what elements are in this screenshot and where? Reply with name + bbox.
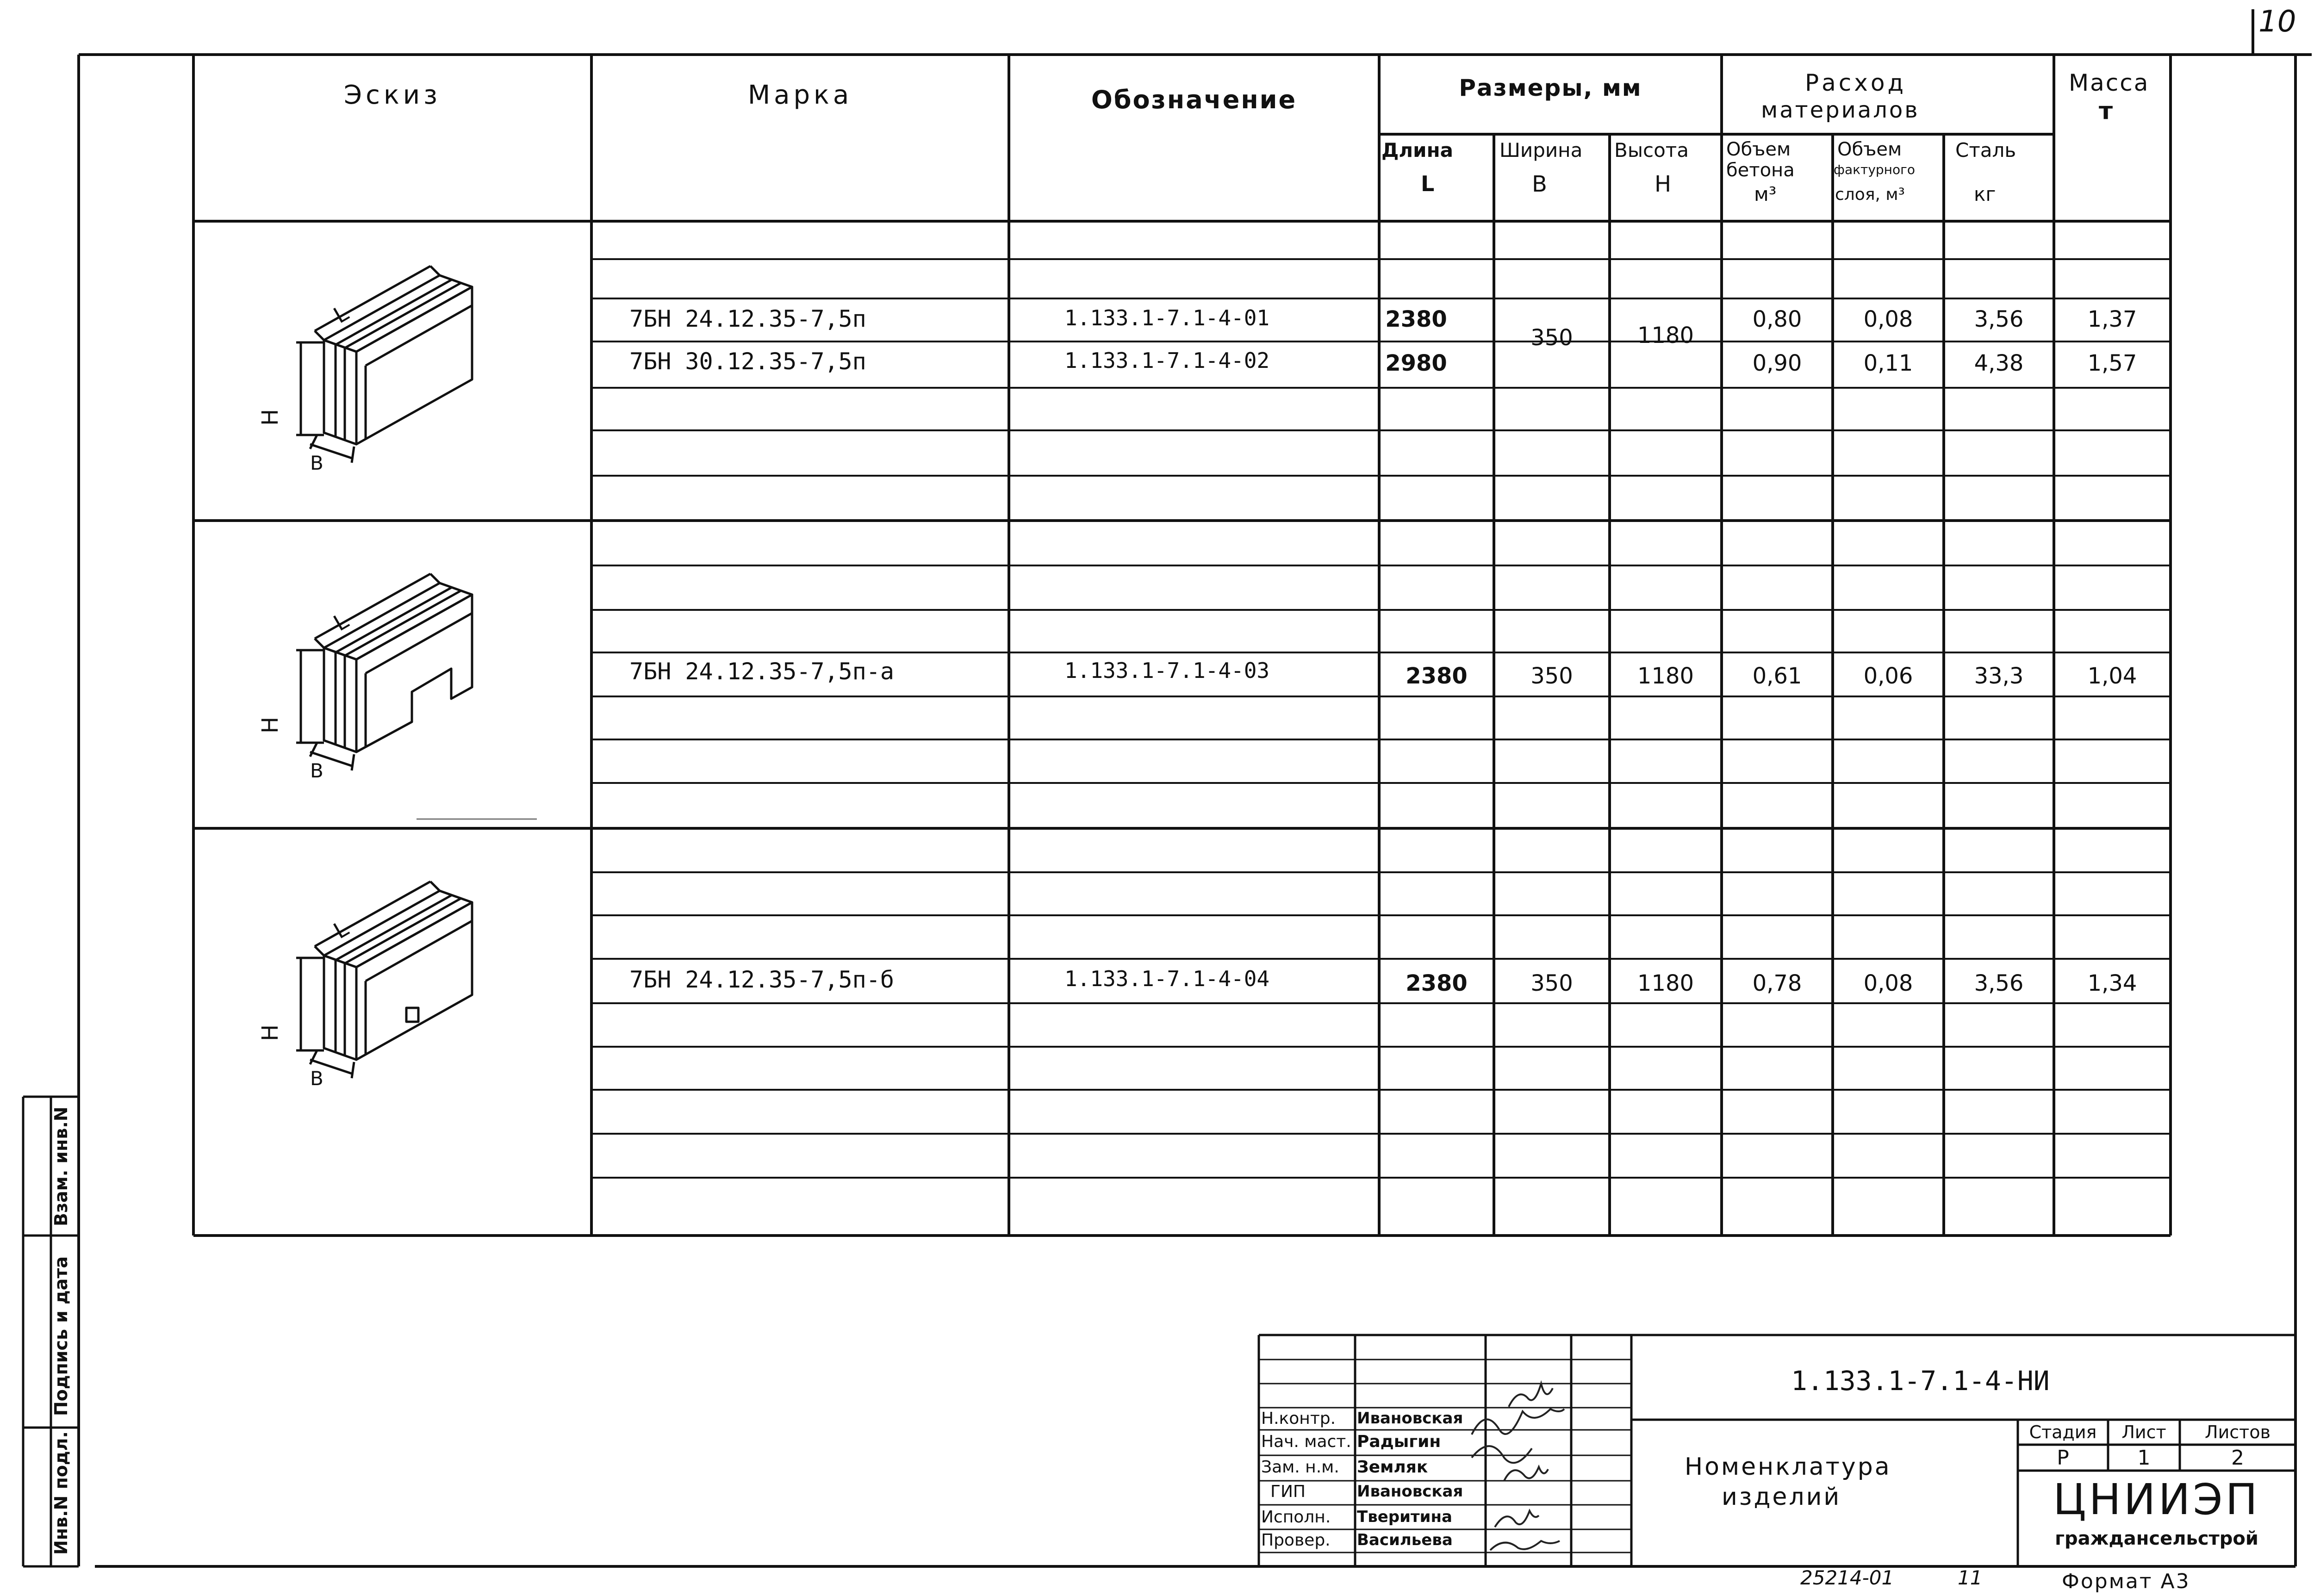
row-designation: 1.133.1-7.1-4-02 [1064, 348, 1270, 373]
sheets-label: Листов [2205, 1422, 2270, 1442]
row-length: 2380 [1406, 970, 1468, 996]
row-width: 350 [1530, 325, 1573, 351]
row-width: 350 [1530, 663, 1573, 689]
header-consumption-2: материалов [1761, 97, 1920, 123]
header-sketch: Эскиз [344, 80, 441, 110]
role-label: Зам. н.м. [1261, 1458, 1339, 1477]
row-concrete: 0,80 [1752, 306, 1802, 332]
sketch-3-label-l: L [329, 915, 353, 944]
stamp-sign-date: Подпись и дата [51, 1256, 71, 1416]
header-dimensions: Размеры, мм [1459, 75, 1642, 101]
row-mark: 7БН 30.12.35-7,5п [629, 348, 866, 375]
row-concrete: 0,78 [1752, 970, 1802, 996]
sketch-3-label-b: B [310, 1067, 323, 1087]
row-mass: 1,37 [2087, 306, 2137, 332]
row-concrete: 0,90 [1752, 350, 1802, 376]
sketch-1-label-b: B [310, 452, 323, 472]
sheet-number-footer: 11 [1958, 1566, 1983, 1589]
header-steel: Сталь [1955, 139, 2016, 161]
role-name: Ивановская [1357, 1409, 1463, 1428]
row-mark: 7БН 24.12.35-7,5п-б [629, 966, 894, 993]
row-facing: 0,08 [1863, 970, 1913, 996]
row-facing: 0,08 [1863, 306, 1913, 332]
row-mass: 1,57 [2087, 350, 2137, 376]
header-steel-unit: кг [1974, 183, 1996, 205]
sketch-2-label-b: B [310, 759, 323, 780]
header-facing-vol: Объем [1837, 139, 1902, 160]
row-height: 1180 [1637, 323, 1694, 348]
role-name: Васильева [1357, 1531, 1453, 1549]
role-name: Земляк [1357, 1458, 1428, 1477]
role-label: ГИП [1270, 1482, 1306, 1501]
row-width: 350 [1530, 970, 1573, 996]
format-label: Формат А3 [2062, 1570, 2190, 1593]
header-mass: Масса [2069, 69, 2150, 96]
row-mass: 1,04 [2087, 663, 2137, 689]
header-mass-unit: т [2099, 97, 2113, 125]
block-sketch-1 [241, 250, 528, 472]
block-sketch-3 [241, 865, 528, 1087]
stage-value: Р [2057, 1446, 2069, 1470]
header-facing-unit: слоя, м³ [1835, 185, 1905, 204]
stage-label: Стадия [2029, 1422, 2097, 1442]
stamp-inv-no: Инв.N подл. [51, 1431, 71, 1555]
header-designation: Обозначение [1091, 85, 1297, 114]
stamp-replace-inv: Взам. инв.N [51, 1106, 71, 1226]
role-label: Н.контр. [1261, 1409, 1336, 1428]
header-width: Ширина [1499, 139, 1583, 161]
sheet-label: Лист [2121, 1422, 2166, 1442]
block-sketch-2 [241, 558, 528, 780]
row-facing: 0,11 [1863, 350, 1913, 376]
org-subname: граждансельстрой [2055, 1528, 2258, 1549]
row-designation: 1.133.1-7.1-4-03 [1064, 658, 1270, 683]
page-number: 10 [2258, 5, 2296, 39]
header-consumption: Расход [1805, 69, 1907, 96]
header-length-sym: L [1421, 171, 1435, 196]
header-concrete-vol-2: бетона [1726, 160, 1795, 181]
header-concrete-unit: м³ [1754, 183, 1777, 205]
header-facing-vol-2: фактурного [1834, 162, 1915, 177]
org-name: ЦНИИЭП [2053, 1474, 2260, 1524]
row-steel: 3,56 [1974, 306, 2024, 332]
header-mark: Марка [747, 80, 853, 110]
row-length: 2380 [1406, 663, 1468, 689]
sheets-value: 2 [2231, 1446, 2244, 1470]
archive-number: 25214-01 [1800, 1566, 1894, 1589]
row-mark: 7БН 24.12.35-7,5п [629, 305, 866, 332]
sheet-value: 1 [2137, 1446, 2151, 1470]
sketch-3-label-h: H [257, 1024, 283, 1041]
header-length: Длина [1381, 139, 1453, 161]
doc-title-line2: изделий [1722, 1483, 1841, 1511]
row-facing: 0,06 [1863, 663, 1913, 689]
doc-code: 1.133.1-7.1-4-НИ [1791, 1365, 2050, 1397]
role-name: Тверитина [1357, 1508, 1452, 1526]
role-label: Нач. маст. [1261, 1432, 1351, 1451]
role-name: Ивановская [1357, 1482, 1463, 1501]
doc-title-line1: Номенклатура [1685, 1453, 1891, 1481]
sketch-2-label-h: H [257, 716, 283, 733]
row-length: 2380 [1385, 306, 1447, 332]
header-width-sym: B [1532, 171, 1547, 197]
header-concrete-vol: Объем [1726, 139, 1791, 160]
role-name: Радыгин [1357, 1432, 1441, 1451]
row-length: 2980 [1385, 350, 1447, 376]
header-height: Высота [1614, 139, 1689, 161]
row-concrete: 0,61 [1752, 663, 1802, 689]
row-height: 1180 [1637, 663, 1694, 689]
row-steel: 3,56 [1974, 970, 2024, 996]
sketch-1-label-l: L [329, 300, 353, 329]
row-designation: 1.133.1-7.1-4-01 [1064, 305, 1270, 330]
sketch-1-label-h: H [257, 409, 283, 426]
row-mass: 1,34 [2087, 970, 2137, 996]
row-steel: 4,38 [1974, 350, 2024, 376]
role-label: Провер. [1261, 1531, 1331, 1550]
row-mark: 7БН 24.12.35-7,5п-а [629, 658, 894, 685]
header-height-sym: H [1655, 171, 1672, 197]
row-steel: 33,3 [1974, 663, 2024, 689]
role-label: Исполн. [1261, 1508, 1331, 1527]
sketch-2-label-l: L [329, 608, 353, 637]
row-height: 1180 [1637, 970, 1694, 996]
row-designation: 1.133.1-7.1-4-04 [1064, 966, 1270, 991]
